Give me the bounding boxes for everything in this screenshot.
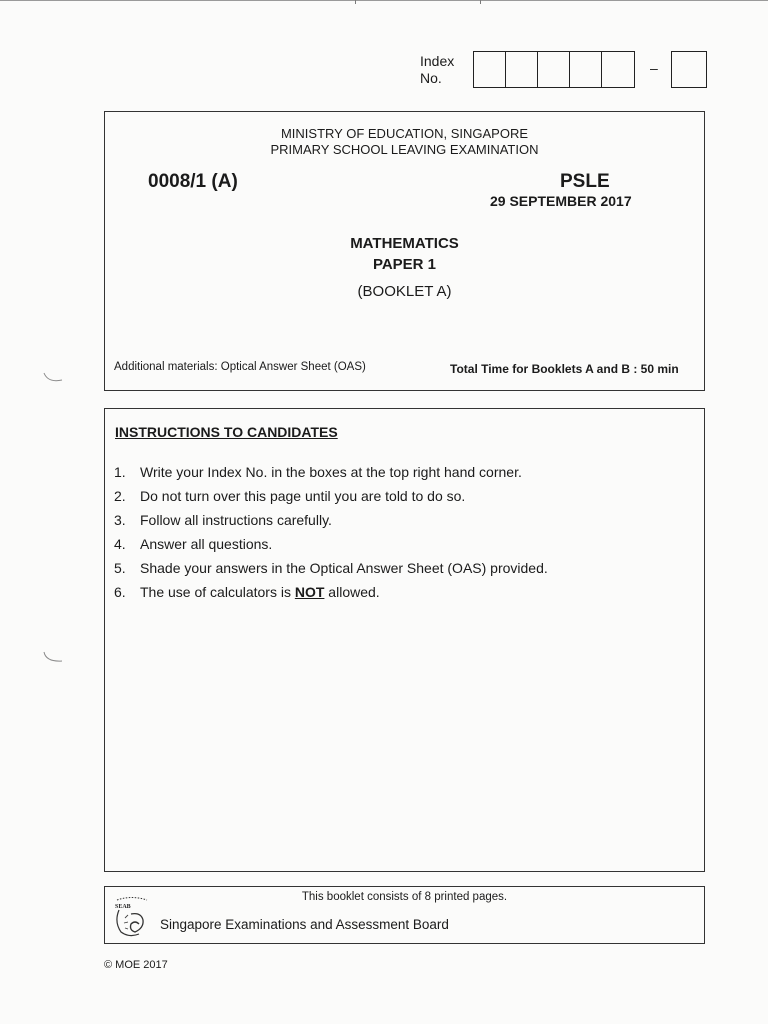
- punch-hole-mark: [40, 370, 68, 386]
- paper-name: PAPER 1: [372, 256, 437, 273]
- instruction-item: [114, 464, 548, 488]
- booklet-name: (BOOKLET A): [357, 283, 452, 300]
- instruction-number: 1.: [114, 464, 126, 480]
- ministry-heading: [104, 126, 705, 158]
- instruction-item: [114, 488, 548, 512]
- instruction-text: Follow all instructions carefully.: [140, 512, 332, 528]
- instruction-item: [114, 536, 548, 560]
- instruction-item: [114, 584, 548, 608]
- logo-lion-head: [131, 914, 144, 932]
- pages-note: This booklet consists of 8 printed pages.: [301, 891, 508, 903]
- instruction-number: 5.: [114, 560, 126, 576]
- exam-name: PRIMARY SCHOOL LEAVING EXAMINATION: [270, 142, 539, 157]
- index-digit-box[interactable]: [474, 52, 506, 87]
- instruction-emphasis: NOT: [294, 584, 325, 600]
- index-number-boxes[interactable]: [473, 51, 635, 88]
- instruction-text: Answer all questions.: [140, 536, 273, 552]
- index-digit-box[interactable]: [570, 52, 602, 87]
- instruction-text: Shade your answers in the Optical Answer Sheet (OAS) provided.: [140, 560, 548, 576]
- ministry-name: MINISTRY OF EDUCATION, SINGAPORE: [280, 126, 529, 141]
- index-digit-box[interactable]: [538, 52, 570, 87]
- logo-text: SEAB: [115, 904, 131, 910]
- index-digit-box[interactable]: [506, 52, 538, 87]
- additional-materials: Additional materials: Optical Answer Sheet (OAS): [114, 361, 366, 373]
- subject-heading: [104, 233, 705, 275]
- paper-code: 0008/1 (A): [148, 171, 238, 192]
- page-tick-mark: [355, 0, 356, 4]
- punch-hole-mark: [40, 650, 68, 666]
- page-top-edge: [0, 0, 768, 1]
- index-check-box[interactable]: [671, 51, 707, 88]
- instruction-text-after: allowed.: [324, 584, 380, 600]
- instruction-text: [140, 584, 380, 608]
- index-label: [420, 53, 470, 87]
- logo-strokes: [124, 915, 128, 929]
- exam-date: 29 SEPTEMBER 2017: [490, 193, 632, 209]
- instruction-number: 3.: [114, 512, 126, 528]
- index-label-line1: Index: [420, 53, 455, 69]
- copyright: © MOE 2017: [104, 959, 168, 971]
- instruction-number: 6.: [114, 584, 126, 600]
- board-name: Singapore Examinations and Assessment Board: [160, 917, 449, 932]
- index-dash: –: [650, 60, 658, 76]
- seab-logo: [111, 894, 153, 940]
- index-label-line2: No.: [420, 70, 442, 86]
- subject-name: MATHEMATICS: [350, 235, 459, 252]
- page-tick-mark: [480, 0, 481, 4]
- instructions-list: [114, 464, 548, 608]
- instruction-text: Do not turn over this page until you are told to do so.: [140, 488, 466, 504]
- instructions-title: INSTRUCTIONS TO CANDIDATES: [115, 424, 338, 440]
- instruction-item: [114, 512, 548, 536]
- logo-arc: [117, 898, 147, 901]
- instruction-text-before: The use of calculators is: [140, 584, 295, 600]
- instruction-number: 4.: [114, 536, 126, 552]
- instruction-item: [114, 560, 548, 584]
- index-digit-box[interactable]: [602, 52, 634, 87]
- total-time: Total Time for Booklets A and B : 50 min: [450, 362, 679, 376]
- psle-title: PSLE: [560, 171, 610, 192]
- instruction-number: 2.: [114, 488, 126, 504]
- instruction-text: Write your Index No. in the boxes at the top right hand corner.: [140, 464, 522, 480]
